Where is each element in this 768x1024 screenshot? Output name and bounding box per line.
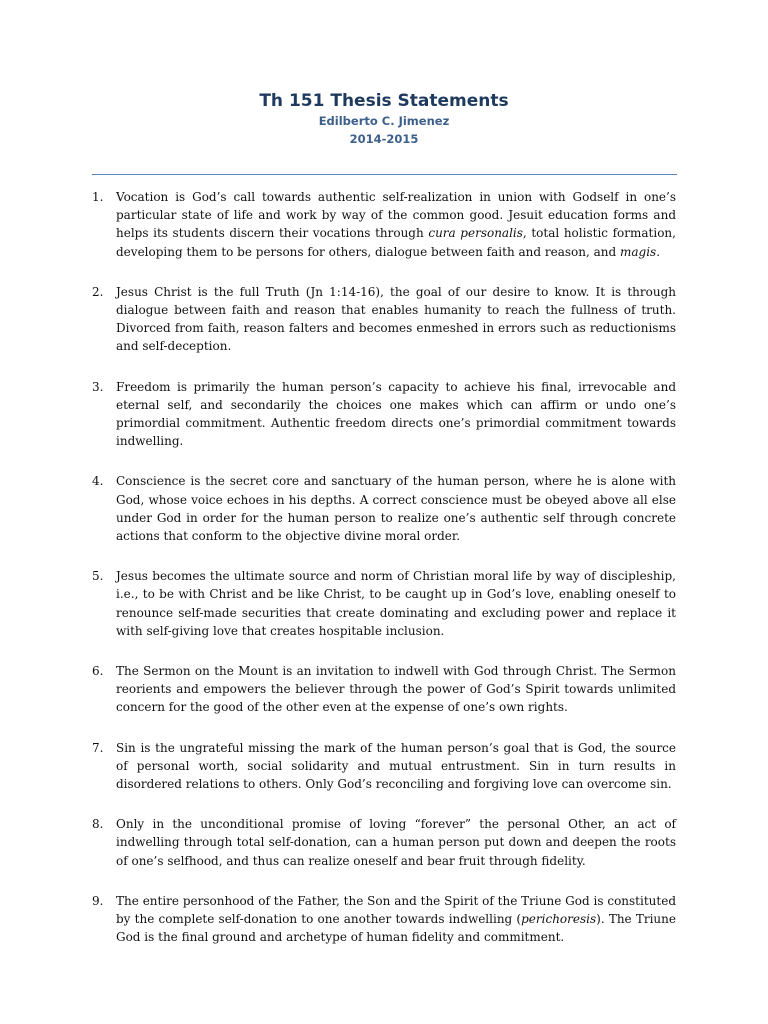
thesis-text-segment: The Sermon on the Mount is an invitation to indwell with God through Christ. The Sermon reorients and empowers the believer through the power of God’s Spirit towards unlimited concern for the good of the other even at the expense of one’s own rights. — [116, 664, 676, 715]
thesis-number: 9. — [92, 893, 104, 908]
thesis-item — [92, 188, 676, 261]
thesis-text-segment: Only in the unconditional promise of loving “forever” the personal Other, an act of indwelling through total self-donation, can a human person put down and deepen the roots of one’s selfhood, and thus can realize oneself and bear fruit through fidelity. — [116, 817, 676, 868]
thesis-text — [116, 285, 676, 354]
thesis-item — [92, 662, 676, 717]
thesis-item — [92, 815, 676, 870]
thesis-text — [116, 817, 676, 867]
thesis-text — [116, 664, 676, 714]
thesis-item — [92, 472, 676, 545]
thesis-text — [116, 380, 676, 449]
thesis-text-segment: . — [656, 244, 661, 259]
header-divider — [92, 174, 677, 175]
thesis-item — [92, 283, 676, 356]
thesis-number: 8. — [92, 817, 104, 832]
thesis-text — [116, 894, 676, 944]
thesis-item — [92, 892, 676, 947]
thesis-text — [116, 190, 676, 259]
thesis-italic-term: cura personalis — [428, 226, 523, 241]
document-author: Edilberto C. Jimenez — [318, 114, 450, 128]
thesis-text — [116, 569, 676, 638]
thesis-text — [116, 741, 676, 791]
thesis-text-segment: Vocation is God’s call towards authentic self-realization in union with Godself in one’s particular state of life and work by way of the common good. Jesuit education forms and helps its students discern their vocations through — [116, 190, 676, 241]
thesis-text — [116, 474, 676, 543]
thesis-item — [92, 378, 676, 451]
thesis-italic-term: perichoresis — [521, 912, 597, 927]
thesis-list — [92, 188, 676, 969]
thesis-text-segment: Jesus Christ is the full Truth (Jn 1:14-16), the goal of our desire to know. It is through dialogue between faith and reason that enables humanity to reach the fullness of truth. Divorced from faith, reason falters and becomes enmeshed in errors such as reductionisms and self-deception. — [116, 284, 676, 354]
thesis-number: 6. — [92, 664, 104, 679]
thesis-item — [92, 739, 676, 794]
thesis-number: 3. — [92, 379, 104, 394]
thesis-number: 7. — [92, 740, 104, 755]
document-header — [0, 90, 768, 148]
thesis-number: 2. — [92, 284, 104, 299]
thesis-text-segment: Conscience is the secret core and sanctuary of the human person, where he is alone with God, whose voice echoes in his depths. A correct conscience must be obeyed above all else under God in order for the human person to realize one’s authentic self through concrete actions that conform to the objective divine moral order. — [116, 474, 676, 544]
thesis-italic-term: magis — [619, 244, 657, 259]
thesis-text-segment: Sin is the ungrateful missing the mark of the human person’s goal that is God, the source of personal worth, social solidarity and mutual entrustment. Sin in turn results in disordered relations to others. Only God’s reconciling and forgiving love can overcome sin. — [116, 740, 676, 792]
document-year: 2014-2015 — [349, 132, 419, 146]
thesis-text-segment: Freedom is primarily the human person’s capacity to achieve his final, irrevocable and eternal self, and secondarily the choices one makes which can affirm or undo one’s primordial commitment. Authentic freedom directs one’s primordial commitment towards indwelling. — [116, 379, 676, 449]
thesis-text-segment: ). The Triune God is the final ground and archetype of human fidelity and commitment. — [116, 912, 676, 945]
thesis-number: 4. — [92, 474, 104, 489]
thesis-number: 1. — [92, 190, 104, 204]
thesis-item — [92, 567, 676, 640]
thesis-number: 5. — [92, 569, 104, 584]
thesis-text-segment: , total holistic formation, developing them to be persons for others, dialogue between faith and reason, and — [116, 226, 676, 259]
thesis-text-segment: The entire personhood of the Father, the Son and the Spirit of the Triune God is constituted by the complete self-donation to one another towards indwelling ( — [116, 893, 676, 927]
thesis-text-segment: Jesus becomes the ultimate source and norm of Christian moral life by way of discipleship, i.e., to be with Christ and be like Christ, to be caught up in God’s love, enabling oneself to renounce self-made securities that create dominating and excluding power and replace it with self-giving love that creates hospitable inclusion. — [116, 569, 676, 638]
document-title: Th 151 Thesis Statements — [259, 91, 509, 111]
